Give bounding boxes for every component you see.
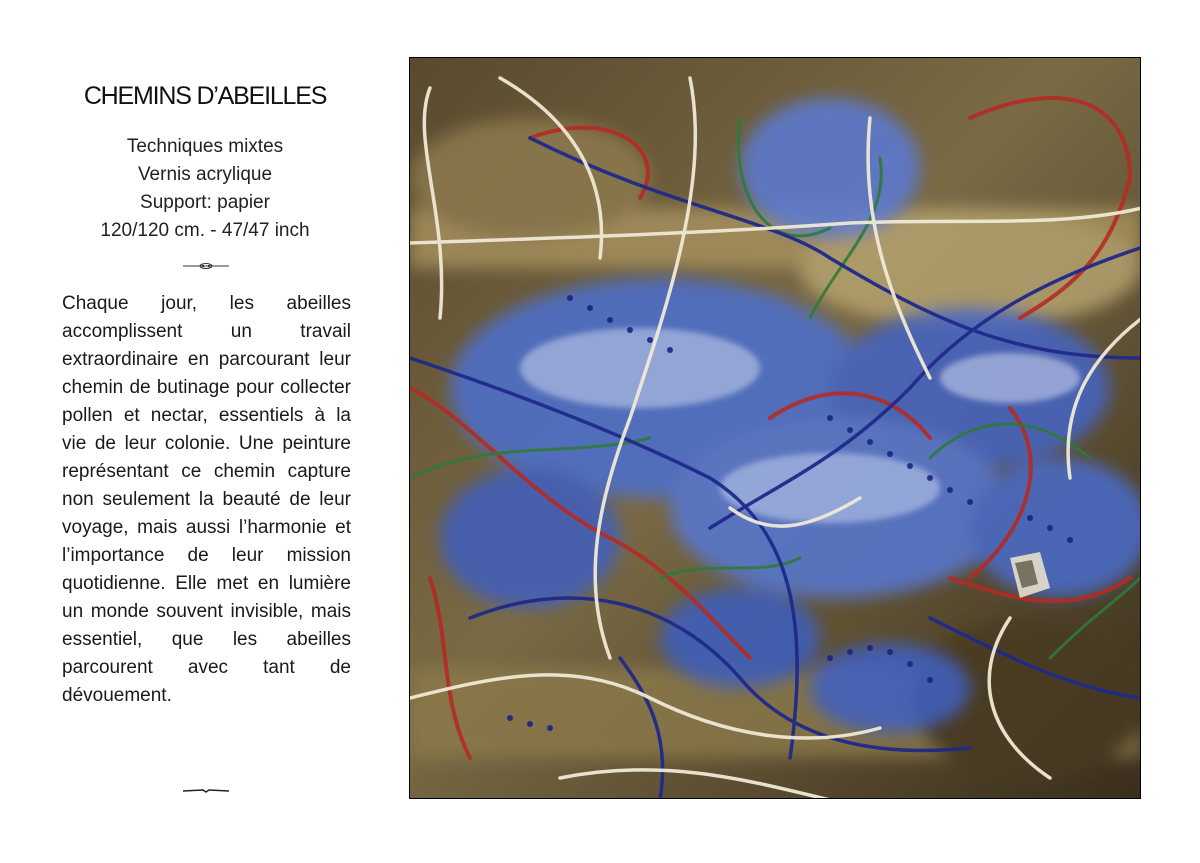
spec-varnish: Vernis acrylique xyxy=(137,164,273,185)
ornament-end-icon xyxy=(183,787,229,795)
ornament-divider-icon xyxy=(183,262,229,270)
spec-dimensions: 120/120 cm. - 47/47 inch xyxy=(100,220,310,241)
artwork-title: CHEMINS D’ABEILLES xyxy=(83,82,327,110)
spec-technique: Techniques mixtes xyxy=(126,136,284,157)
spec-support: Support: papier xyxy=(140,192,270,213)
artwork-description: Chaque jour, les abeilles accomplissent un travail extraordinaire en parcourant leur chemin de butinage pour collecter pollen et nectar, essentiels à la vie de leur colonie. Une peinture représentant ce chemin capture non seulement la beauté de leur voyage, mais aussi l’harmonie et l’importance de leur mission quotidienne. Elle met en lumière un monde souvent invisible, mais essentiel, que les abeilles parcourent avec tant de dévouement. xyxy=(62,293,351,706)
abstract-painting xyxy=(410,58,1141,799)
artwork-specs xyxy=(40,133,370,245)
painting-image xyxy=(409,57,1141,799)
